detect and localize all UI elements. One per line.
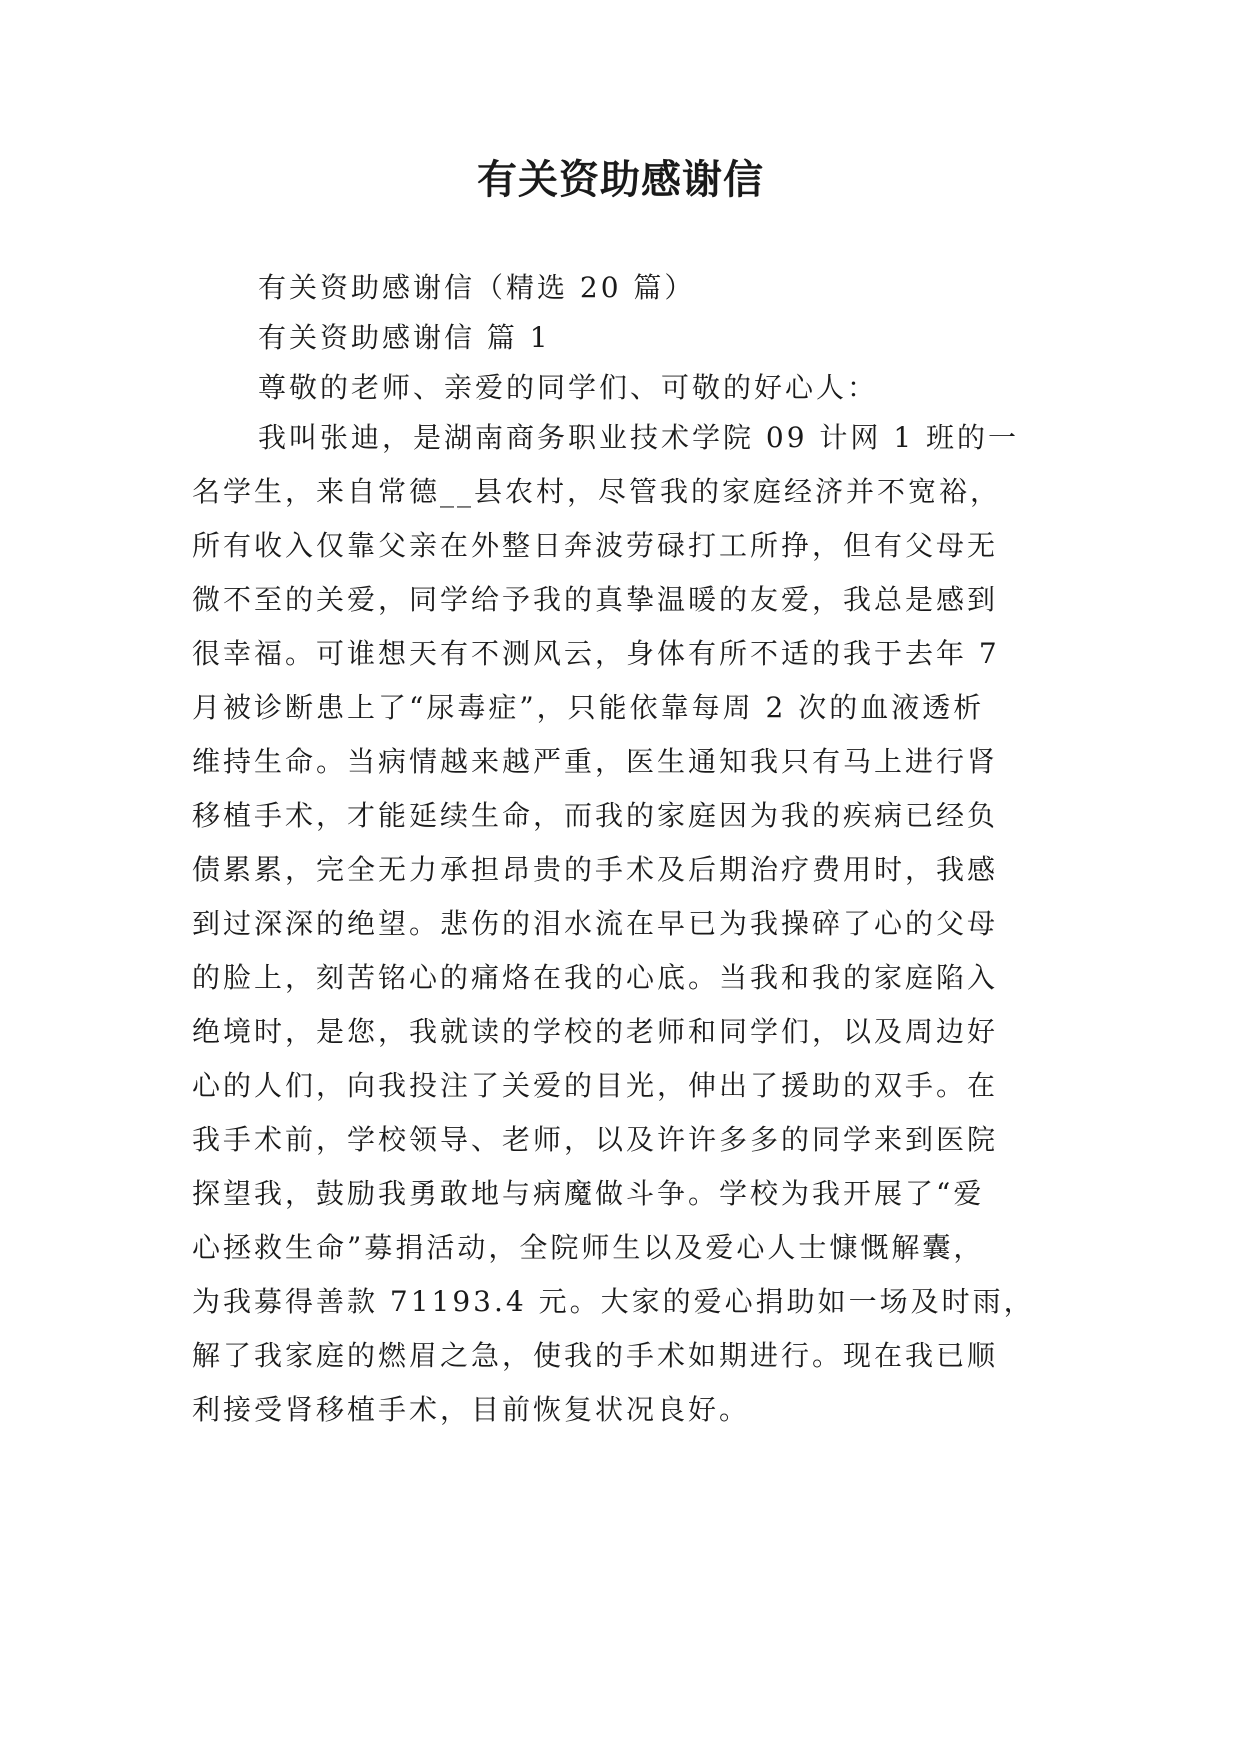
body-line: 利接受肾移植手术，目前恢复状况良好。 [192,1393,751,1426]
document-title: 有关资助感谢信 [477,156,764,203]
body-line: 绝境时，是您，我就读的学校的老师和同学们，以及周边好 [192,1015,999,1048]
body-line: 移植手术，才能延续生命，而我的家庭因为我的疾病已经负 [192,799,999,832]
body-line: 解了我家庭的燃眉之急，使我的手术如期进行。现在我已顺 [192,1339,999,1372]
body-line: 维持生命。当病情越来越严重，医生通知我只有马上进行肾 [192,745,999,778]
salutation: 尊敬的老师、亲爱的同学们、可敬的好心人： [258,371,879,404]
body-line: 我手术前，学校领导、老师，以及许许多多的同学来到医院 [192,1123,999,1156]
section-heading: 有关资助感谢信 篇 1 [258,321,551,354]
body-line: 心拯救生命”募捐活动，全院师生以及爱心人士慷慨解囊， [192,1231,985,1264]
body-line: 所有收入仅靠父亲在外整日奔波劳碌打工所挣，但有父母无 [192,529,999,562]
body-line: 我叫张迪，是湖南商务职业技术学院 09 计网 1 班的一 [258,421,1020,454]
document-subtitle: 有关资助感谢信（精选 20 篇） [258,271,696,304]
body-line: 的脸上，刻苦铭心的痛烙在我的心底。当我和我的家庭陷入 [192,961,999,994]
body-line: 微不至的关爱，同学给予我的真挚温暖的友爱，我总是感到 [192,583,999,616]
body-line: 名学生，来自常德__县农村，尽管我的家庭经济并不宽裕， [192,475,1002,508]
body-line: 月被诊断患上了“尿毒症”，只能依靠每周 2 次的血液透析 [192,691,985,724]
body-line: 到过深深的绝望。悲伤的泪水流在早已为我操碎了心的父母 [192,907,999,940]
body-line: 为我募得善款 71193.4 元。大家的爱心捐助如一场及时雨， [192,1285,1035,1318]
body-line: 债累累，完全无力承担昂贵的手术及后期治疗费用时，我感 [192,853,999,886]
body-line: 探望我，鼓励我勇敢地与病魔做斗争。学校为我开展了“爱 [192,1177,985,1210]
body-line: 很幸福。可谁想天有不测风云，身体有所不适的我于去年 7 [192,637,1000,670]
body-line: 心的人们，向我投注了关爱的目光，伸出了援助的双手。在 [192,1069,999,1102]
